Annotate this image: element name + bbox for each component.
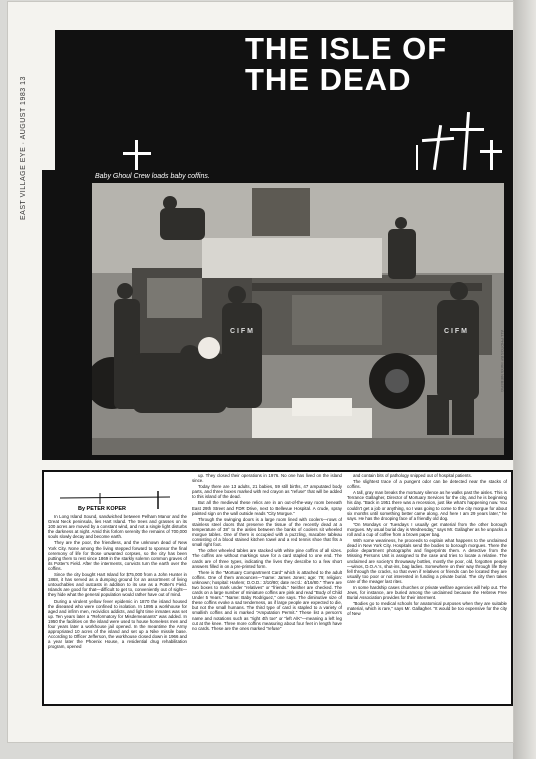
- paragraph: and contain bits of pathology snipped out of hospital patients.: [353, 473, 472, 478]
- article-column-3: [347, 473, 507, 702]
- paragraph: The slightest trace of a pungent odor can be detected near the stacks of coffins.: [347, 479, 507, 490]
- article-column-2: [192, 473, 342, 702]
- paragraph: "On Mondays or Tuesdays I usually get material from the other borough morgues. My usual burial day is Wednesday," says Mr. Gallagher as he unpacks a roll and a cup of coffee from a brown paper bag.: [347, 521, 507, 538]
- coffin-loading-photo: [92, 183, 504, 455]
- spine-text: [20, 40, 32, 220]
- paragraph: Since the city bought Hart Island for $75,000 from a John Hunter in 1868, it has served as a dumping ground for an assortment of living untouchables and outcasts in addition to its use as a Potter's Field. Islands are good for that—difficult to get to, conveniently out of sight—they hide what the general population would rather have out of mind.: [48, 572, 187, 598]
- paragraph: In Long Island Sound, sandwiched between Pelham Manor and the Great Neck peninsula, lies Hart Island. The trees and grasses on its 100 acres are moved by a constant wind, and not a single light disturbs the darkness at night. Amid this forlorn serenity the remains of 700,000 souls slowly decay and become earth.: [48, 514, 187, 540]
- paragraph: They are the poor, the friendless, and the unknown dead of New York City. None among the living stepped forward to sponsor the final ceremony of life for those unwanted corpses, so the city has been putting them to rest since 1869 in the starkly solemn common graves of its Potter's Field. After the interments, convicts turn the earth over the coffins.: [48, 540, 187, 571]
- title-line-1: THE ISLE OF: [245, 31, 448, 66]
- issue-info: EAST VILLAGE EYE · AUGUST 1983 13: [20, 76, 27, 220]
- paragraph: "Bodies go to medical schools for anatomical purposes when they are suitable material, which is rare," says Mr. Gallagher. "It would be too expensive for the city of New: [347, 601, 507, 617]
- paragraph: But all the medieval these relics are in an out-of-the-way room beneath East 29th Street and FDR Drive, next to Bellevue Hospital. A crude, spray painted sign on the wall outside reads "City Morgue.": [192, 500, 342, 516]
- paragraph: A tall, gray man breaks the mortuary silence as he walks past the aisles. This is Terrance Gallagher, Director of Mortuary Services for the city, and he is beginning his day. "Back in 1951 there was a recession, just like what's happening now. You couldn't get a job or anything, so I was going to come to the city morgue for about six months until something better came along. And here I am 29 years later," he says. He has the drooping face of a friendly old dog.: [347, 490, 507, 521]
- paragraph: Through the swinging doors is a large room lined with coolers—rows of stainless steel doors that preserve the tissue of the recently dead at a temperature of 38° to the aisles between the banks of coolers sit wheeled morgue tables. One of them is occupied with a puzzling, macabre tableau consisting of a blood stained kitchen towel and a red tennis shoe that fits a small right foot.: [192, 516, 342, 548]
- photo-caption: Baby Ghoul Crew loads baby coffins.: [95, 173, 210, 180]
- paragraph: During a virulent yellow fever epidemic in 1870 the island housed the diseased who were confined to isolation. In 1895 a workhouse for aged and infirm men, recividics addicts, and light time inmates was set up. Ten years later a "Reformatory for Misdemeanants" was added. In 1950 the facilities on the island were used to house homeless men and four years later a workhouse jail opened. In the meantime the Army appropriated 10 acres of the island and set up a Nike missile base. According to Officer Jefferson, the workhouse closed down in 1966 and a year later the Phoenix House, a residential drug rehabilitation program, opened: [48, 598, 187, 650]
- paragraph: With some weariness, he proceeds to explain what happens to the unclaimed dead in New York City. Hospitals send the bodies to borough morgues. There the police department photographs and fingerprints them. A detective from the Missing Persons Unit is assigned to the case and tries to locate a relative. The unclaimed are society's throwaway bottles, mostly the poor, old, forgotten people—winos, D.O.A.'s, shut-ins, bag ladies. Somewhere on their way through life they fell through the cracks, so that even if relatives or friends can be located they are usually too poor or not interested in funding a private burial. The city then takes care of the meager last rites.: [347, 538, 507, 584]
- truck-lettering-right: C I F M: [444, 328, 467, 335]
- page-edge: [513, 0, 536, 759]
- paragraph: Today there are 13 adults, 21 babies, 59 still births, 47 amputated body parts, and three boxes marked with red crayon as "refuse" that will be added to this island of the dead.: [192, 484, 342, 500]
- byline: By PETER KOPER: [78, 506, 126, 512]
- truck-lettering-left: C I F M: [230, 328, 253, 335]
- paragraph: In some hardship cases churches or private welfare agencies will help out. The Jews, for instance, are buried among the unclaimed because the Hebrew Free Burial Association provides for their interment.: [347, 584, 507, 601]
- paragraph: The other wheeled tables are stacked with white pine coffins of all sizes. The coffins are without markings save for a card stapled to one end. The cards are of three types, indicating the lives they describe to a few short answers filled in on a pre-printed form.: [192, 548, 342, 569]
- article-column-1: [48, 514, 187, 702]
- photo-credit-text: ALL PHOTOS BY MAYA NIEBERG: [500, 330, 505, 393]
- paragraph: There is the "Mortuary Compartment Card" which is attached to the adult coffins. One of them announces—"name: James Jones; age: 79; religion: unknown; hospital: Harlem; D.O.D.: 3/10/80; date rec'd.: 4/16/80." There are two boxes to mark under "relatives" or "friends." Neither are checked. The cards on a large number of miniature coffins are pink and read "Body of Child Under 5 Years." "Name: Baby Rodriguez," one says. The diminutive size of these coffins evoke a sad tenderness, as if large people are expected to die, but not the small humans. The third type of card is stapled to a variety of smallish coffins and is marked "Amputation Permit." These list a person's name and notations such as "right 4th toe" or "left A/K"—meaning a left leg cut at the knee. Three more coffins measuring about four feet in length have no cards. These are the ones marked "refuse": [192, 569, 342, 631]
- paragraph: up. They closed their operations in 1976. No one has lived on the island since.: [192, 473, 342, 484]
- article-title: [245, 33, 515, 95]
- title-line-2: THE DEAD: [245, 62, 412, 97]
- photo-credit: [500, 330, 513, 450]
